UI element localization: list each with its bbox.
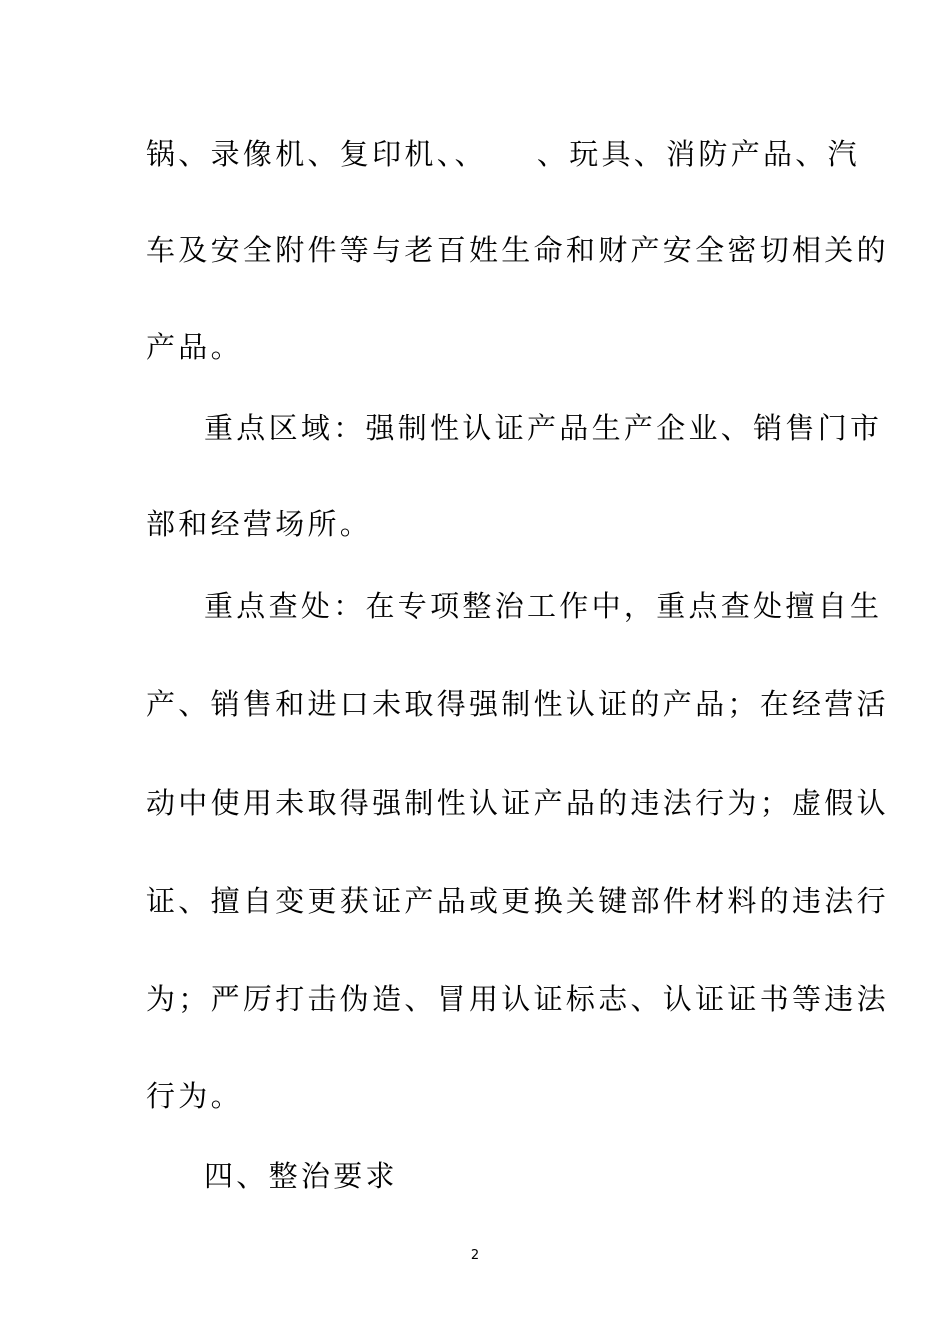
body-text-line: 产品。	[146, 330, 243, 364]
body-text-line: 产、销售和进口未取得强制性认证的产品；在经营活	[146, 687, 889, 721]
body-text-line: 锅、录像机、复印机、、 、玩具、消防产品、汽	[146, 137, 860, 171]
paragraph-key-investigations: 重点查处：在专项整治工作中，重点查处擅自生	[204, 589, 883, 623]
body-text-line: 证、擅自变更获证产品或更换关键部件材料的违法行	[146, 884, 889, 918]
body-text-line: 行为。	[146, 1079, 243, 1113]
paragraph-key-areas: 重点区域：强制性认证产品生产企业、销售门市	[204, 411, 883, 445]
body-text-line: 车及安全附件等与老百姓生命和财产安全密切相关的	[146, 233, 889, 267]
body-text-line: 动中使用未取得强制性认证产品的违法行为；虚假认	[146, 786, 889, 820]
page-number: 2	[470, 1248, 480, 1263]
body-text-line: 为；严厉打击伪造、冒用认证标志、认证证书等违法	[146, 982, 889, 1016]
body-text-line: 部和经营场所。	[146, 507, 373, 541]
section-heading: 四、整治要求	[204, 1159, 398, 1193]
